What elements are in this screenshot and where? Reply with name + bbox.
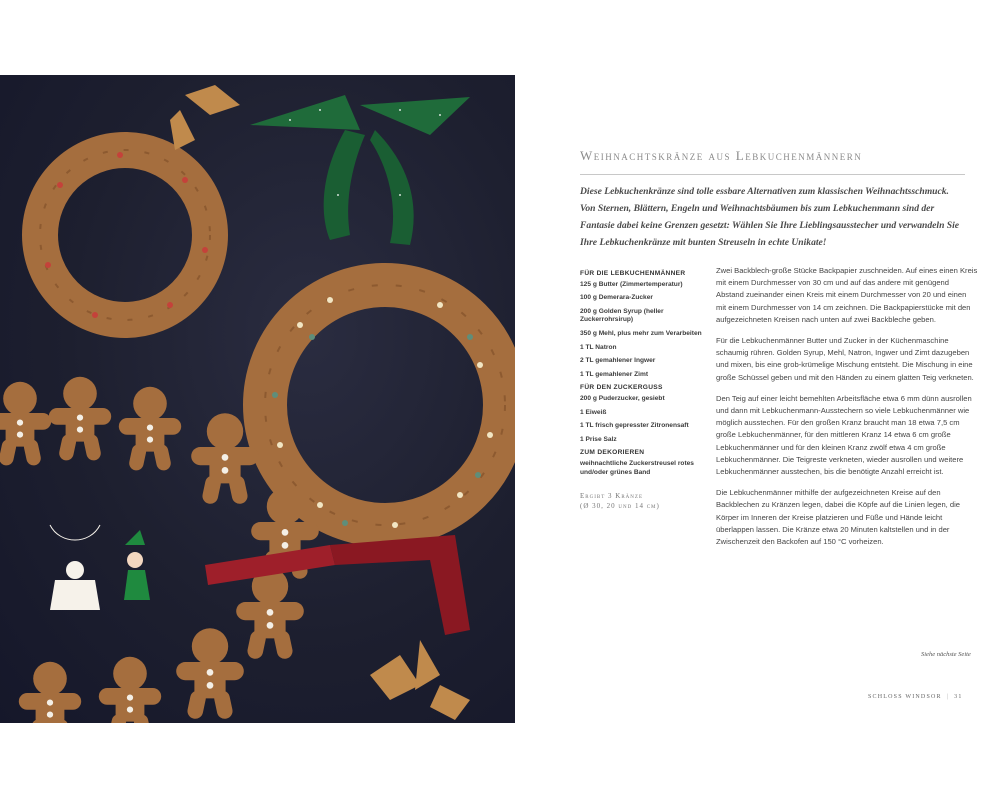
method-step: Für die Lebkuchenmänner Butter und Zucker in der Küchenmaschine schaumig rühren. Golden Syrup, Mehl, Natron, Ingwer und Zimt dazugeben und mixen, bis eine grob-krümelige Mischung entsteht. Die Mischung in eine große Schüssel geben und mit den Händen zu einem glatten Teig verkneten. [716, 336, 974, 382]
method-column [716, 265, 978, 557]
continued-note: Siehe nächste Seite [921, 651, 971, 658]
ingredient-item: 2 TL gemahlener Ingwer [580, 357, 656, 365]
ingredients-group-title: FÜR DIE LEBKUCHENMÄNNER [580, 270, 686, 277]
method-step: Den Teig auf einer leicht bemehlten Arbeitsfläche etwa 6 mm dünn ausrollen und dann mit Lebkuchenmann-Ausstechern so viele Lebkuchenmänner wie möglich ausstechen. Für den großen Kranz braucht man 18 etwa 7,5 cm große Lebkuchenmänner, für den mittleren Kranz 14 etwa 6 cm große Lebkuchenmänner und für den kleinen Kranz zwölf etwa 4 cm große Lebkuchenmänner. Die Teigreste verkneten, wieder ausrollen und weitere Lebkuchenmänner ausstechen, bis die benötigte Anzahl erreicht ist. [716, 393, 972, 477]
ingredients-group-title: ZUM DEKORIEREN [580, 449, 645, 457]
ingredient-item: 1 Prise Salz [580, 435, 617, 443]
recipe-intro: Diese Lebkuchenkränze sind tolle essbare Alternativen zum klassischen Weihnachtsschmuck. Von Sternen, Blättern, Engeln und Weihnachtsbäumen bis zum Lebkuchenmann sind der Fantasie dabei keine Grenzen gesetzt: Wählen Sie Ihre Lieblingsausstecher und verwandeln Sie Ihre Lebkuchenkränze mit bunten Streuseln in echte Unikate! [580, 186, 960, 248]
footer-separator: | [946, 694, 950, 700]
holly-leaves [170, 85, 470, 720]
recipe-yield [580, 491, 710, 511]
yield-line: (Ø 30, 20 und 14 cm) [580, 502, 660, 511]
ingredient-item: 1 Eiweiß [580, 408, 607, 416]
elf-ornaments [50, 525, 150, 610]
ingredient-item: 350 g Mehl, plus mehr zum Verarbeiten [580, 329, 702, 337]
yield-line: Ergibt 3 Kränze [580, 492, 643, 501]
method-step: Zwei Backblech-große Stücke Backpapier zuschneiden. Auf eines einen Kreis mit einem Durchmesser von 30 cm und auf das andere mit genügend Abstand zueinander einen Kreis mit einem Durchmesser von 20 und einen mit einem Durchmesser von 14 cm zeichnen. Die Backpapierstücke mit den aufgezeichneten Kreisen nach unten auf zwei Backbleche geben. [716, 266, 978, 324]
ingredient-item: 1 TL gemahlener Zimt [580, 370, 649, 378]
ingredient-item: 125 g Butter (Zimmertemperatur) [580, 280, 683, 288]
recipe-title: Weihnachtskränze aus Lebkuchenmännern [580, 148, 863, 163]
gingerbread-wreath-photo [0, 75, 515, 723]
page-number: 31 [954, 694, 963, 700]
green-ribbon [250, 95, 470, 245]
large-wreath [265, 285, 505, 528]
small-wreath [40, 150, 210, 320]
ingredients-group-title: FÜR DEN ZUCKERGUSS [580, 384, 663, 392]
footer-section: SCHLOSS WINDSOR [868, 694, 942, 700]
title-divider [580, 174, 965, 175]
ingredient-item: 1 TL frisch gepresster Zitronensaft [580, 422, 689, 430]
ingredients-column [580, 266, 710, 511]
ingredient-item: 1 TL Natron [580, 343, 617, 351]
page-footer [868, 694, 963, 700]
ingredient-item: 200 g Golden Syrup (heller Zuckerrohrsirup) [580, 307, 664, 324]
method-step: Die Lebkuchenmänner mithilfe der aufgezeichneten Kreise auf den Backblechen zu Kränzen legen, dabei die Köpfe auf die Linien legen, die Körper im Inneren der Kreise platzieren und Füße und Hände leicht überlappen lassen. Die Kränze etwa 20 Minuten kaltstellen und in der Zwischenzeit den Backofen auf 150 °C vorheizen. [716, 488, 961, 547]
ingredient-item: 200 g Puderzucker, gesiebt [580, 394, 665, 402]
ingredient-item: 100 g Demerara-Zucker [580, 294, 653, 302]
ingredient-item: weihnachtliche Zuckerstreusel rotes und/oder grünes Band [580, 459, 694, 476]
